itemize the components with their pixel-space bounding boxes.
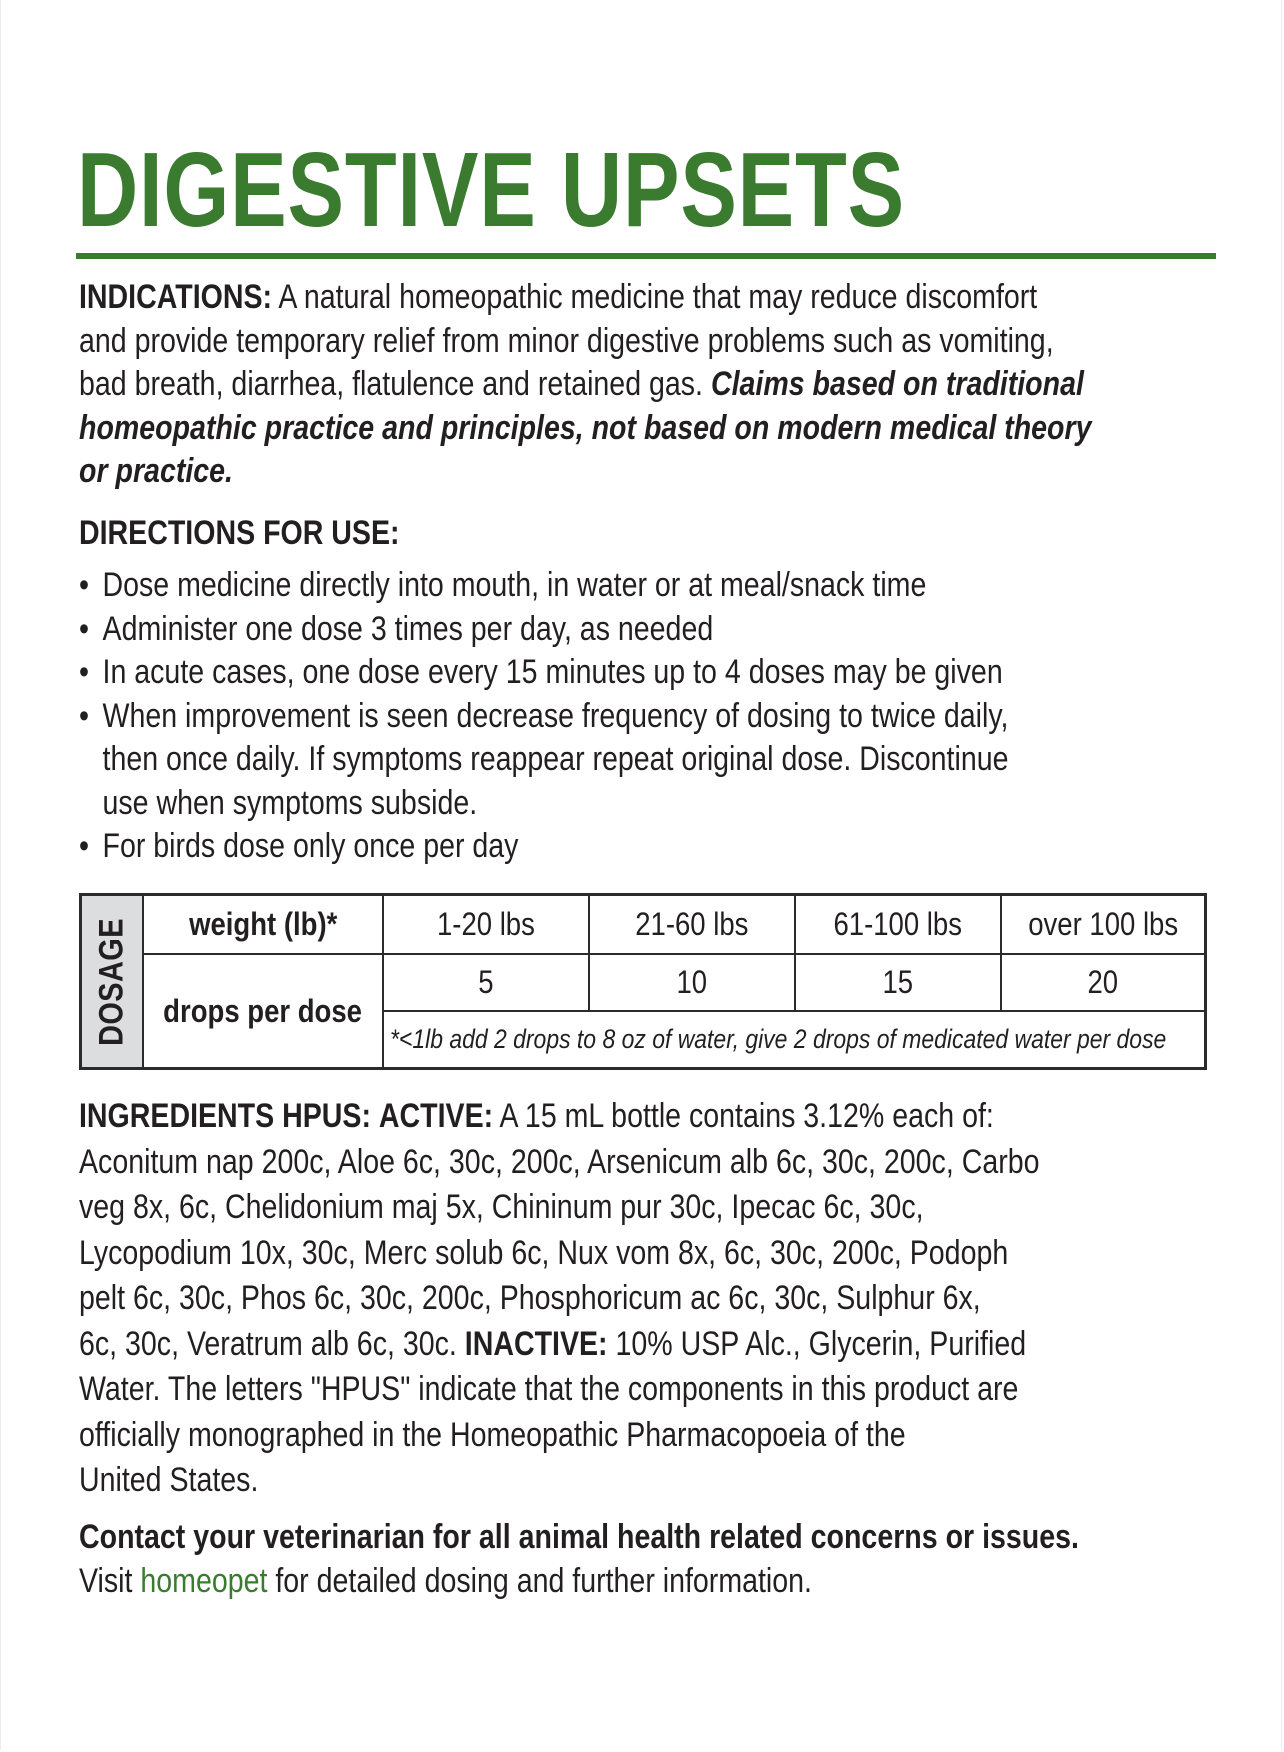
- indications-text-line: A natural homeopathic medicine that may reduce discomfort: [278, 278, 1038, 316]
- ingredients-text-line: Aconitum nap 200c, Aloe 6c, 30c, 200c, Arsenicum alb 6c, 30c, 200c, Carbo: [79, 1142, 1040, 1181]
- bullet-icon: •: [79, 827, 90, 865]
- title-divider: [76, 253, 1216, 259]
- dosage-side-label-cell: [82, 896, 144, 1067]
- dosage-footnote: *<1lb add 2 drops to 8 oz of water, give 2 drops of medicated water per dose: [390, 1024, 1167, 1054]
- page-title: DIGESTIVE UPSETS: [77, 131, 906, 249]
- homeopet-link[interactable]: homeopet: [140, 1561, 268, 1600]
- weight-cell: 61-100 lbs: [833, 906, 963, 942]
- weight-label-cell: [144, 896, 382, 953]
- bullet-icon: •: [79, 566, 90, 604]
- drops-label: drops per dose: [163, 992, 363, 1029]
- ingredients-text-line: pelt 6c, 30c, Phos 6c, 30c, 200c, Phosphoricum ac 6c, 30c, Sulphur 6x,: [79, 1279, 981, 1317]
- directions-item: • When improvement is seen decrease frequency of dosing to twice daily,: [79, 695, 1008, 739]
- ingredients-text-line: Lycopodium 10x, 30c, Merc solub 6c, Nux vom 8x, 6c, 30c, 200c, Podoph: [79, 1233, 1009, 1272]
- ingredients-section: [79, 1094, 1222, 1504]
- ingredients-text-line: officially monographed in the Homeopathic Pharmacopoeia of the: [79, 1415, 906, 1454]
- claims-disclaimer: or practice.: [79, 452, 233, 490]
- directions-item: • For birds dose only once per day: [79, 825, 518, 869]
- directions-item-continued: then once daily. If symptoms reappear repeat original dose. Discontinue: [102, 740, 1009, 778]
- directions-item: • Dose medicine directly into mouth, in water or at meal/snack time: [79, 564, 926, 608]
- directions-item: • In acute cases, one dose every 15 minutes up to 4 doses may be given: [79, 651, 1003, 695]
- visit-text: Visit: [79, 1561, 133, 1600]
- contact-vet-notice: Contact your veterinarian for all animal health related concerns or issues.: [79, 1518, 1079, 1556]
- drops-cell: 5: [478, 964, 494, 1000]
- drops-label-cell: [144, 955, 382, 1067]
- ingredients-text-line: veg 8x, 6c, Chelidonium maj 5x, Chininum pur 30c, Ipecac 6c, 30c,: [79, 1188, 924, 1226]
- directions-list: [79, 564, 1186, 869]
- dosage-footnote-cell: [384, 1012, 1204, 1067]
- indications-text-line: and provide temporary relief from minor digestive problems such as vomiting,: [79, 321, 1054, 360]
- indications-section: [79, 276, 1284, 494]
- dosage-side-label: DOSAGE: [92, 917, 131, 1046]
- directions-item: • Administer one dose 3 times per day, as needed: [79, 608, 713, 652]
- bullet-icon: •: [79, 609, 90, 648]
- weight-cell: 1-20 lbs: [437, 906, 535, 942]
- drops-cell: 20: [1087, 964, 1119, 1000]
- bullet-icon: •: [79, 696, 90, 735]
- indications-label: INDICATIONS:: [79, 278, 273, 316]
- ingredients-text-line: 10% USP Alc., Glycerin, Purified: [615, 1324, 1027, 1363]
- directions-heading: DIRECTIONS FOR USE:: [79, 514, 400, 552]
- visit-text: for detailed dosing and further information.: [275, 1561, 812, 1600]
- ingredients-label: INGREDIENTS HPUS:: [79, 1097, 371, 1135]
- inactive-label: INACTIVE:: [464, 1324, 608, 1363]
- directions-section: [79, 512, 461, 556]
- drops-cell: 15: [882, 964, 914, 1000]
- ingredients-text-line: A 15 mL bottle contains 3.12% each of:: [499, 1097, 994, 1135]
- dosage-table: [79, 893, 1207, 1070]
- weight-cell: over 100 lbs: [1028, 906, 1178, 942]
- weight-cell: 21-60 lbs: [635, 906, 749, 942]
- footer-section: [79, 1516, 1269, 1603]
- directions-item-continued: use when symptoms subside.: [102, 783, 478, 822]
- ingredients-text-line: 6c, 30c, Veratrum alb 6c, 30c.: [79, 1324, 457, 1363]
- ingredients-text-line: Water. The letters "HPUS" indicate that the components in this product are: [79, 1370, 1019, 1408]
- active-label: ACTIVE:: [378, 1097, 494, 1135]
- weight-label: weight (lb)*: [188, 906, 338, 942]
- claims-disclaimer: homeopathic practice and principles, not based on modern medical theory: [79, 408, 1092, 447]
- indications-text-line: bad breath, diarrhea, flatulence and retained gas.: [79, 365, 704, 403]
- bullet-icon: •: [79, 653, 90, 691]
- claims-disclaimer: Claims based on traditional: [710, 365, 1084, 403]
- drops-cell: 10: [676, 964, 708, 1000]
- ingredients-text-line: United States.: [79, 1461, 259, 1499]
